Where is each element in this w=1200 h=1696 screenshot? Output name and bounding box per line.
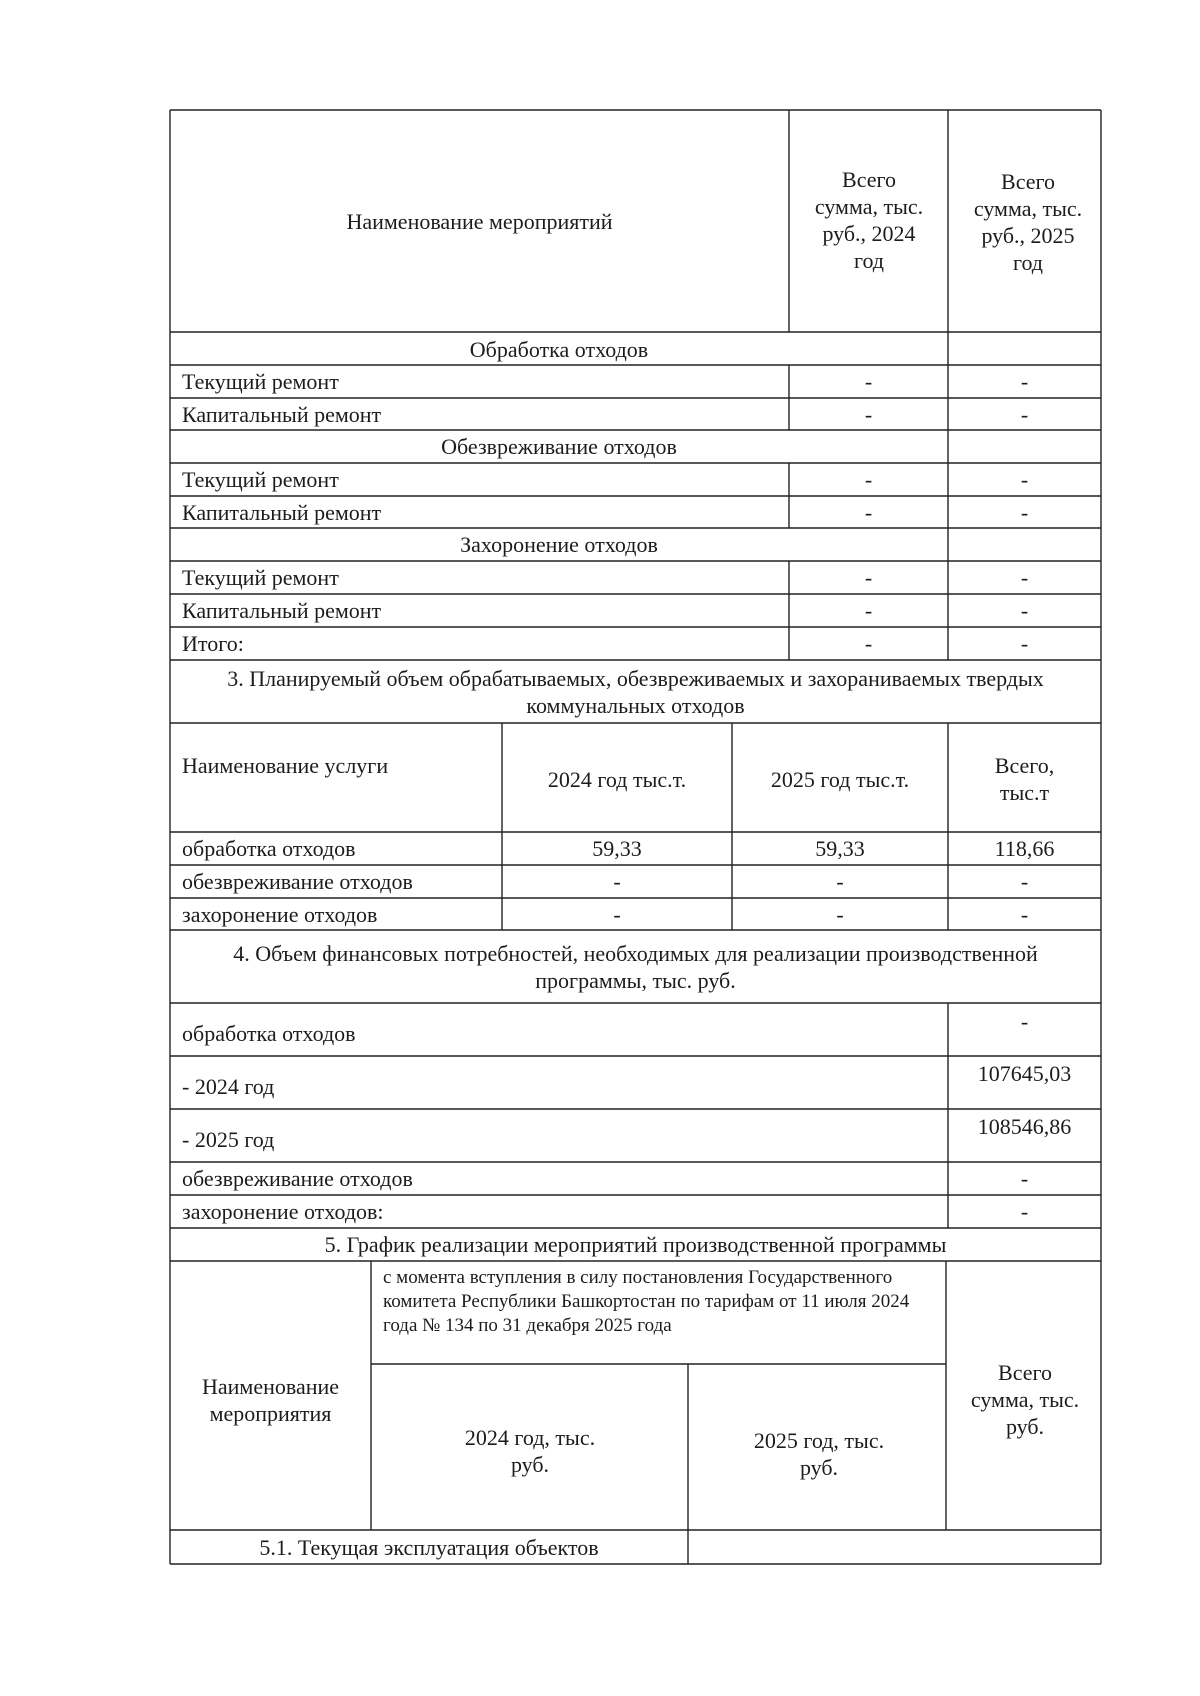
s3-row-2025: 59,33 [815,836,865,861]
row-value-2024: - [864,402,873,427]
row-label: Капитальный ремонт [182,402,382,427]
s3-row-2025: - [836,902,844,927]
header-2025-column: Всего сумма, тыс. руб., 2025 год [973,169,1083,275]
s5-header-2024: 2024 год, тыс. руб. [464,1425,596,1477]
row-value-2025: - [1020,369,1029,394]
row-label: Текущий ремонт [182,369,339,394]
s3-row-2024: - [613,869,621,894]
s5-header-total: Всего сумма, тыс. руб. [970,1360,1080,1439]
s4-row-label: - 2024 год [182,1074,275,1099]
row-value-2024: - [864,467,873,492]
row-value-2025: - [1020,500,1029,525]
row-value-2025: - [1020,402,1029,427]
section-3-title: 3. Планируемый объем обрабатываемых, обезвреживаемых и захораниваемых твердых коммунальных отходов [227,666,1044,718]
s4-row-value: - [1020,1009,1029,1034]
header-name-column: Наименование мероприятий [346,209,613,234]
s3-row-label: захоронение отходов [182,902,378,927]
s3-row-2024: 59,33 [592,836,642,861]
s5-row-label: 5.1. Текущая эксплуатация объектов [259,1535,599,1560]
row-label: Капитальный ремонт [182,500,382,525]
row-label: Капитальный ремонт [182,598,382,623]
header-2024-column: Всего сумма, тыс. руб., 2024 год [814,167,924,273]
s3-row-2025: - [836,869,844,894]
total-label: Итого: [182,631,244,656]
s3-row-total: - [1020,902,1029,927]
section-title-neutralization: Обезвреживание отходов [441,434,677,459]
s4-row-value: 107645,03 [977,1061,1072,1086]
section-5-title: 5. График реализации мероприятий производственной программы [324,1232,947,1257]
s4-row-value: - [1020,1166,1029,1191]
s3-header-2024: 2024 год тыс.т. [547,767,687,792]
s4-row-label: обработка отходов [182,1021,356,1046]
total-value-2024: - [864,631,873,656]
row-label: Текущий ремонт [182,565,339,590]
s4-row-label: - 2025 год [182,1127,275,1152]
s4-row-value: 108546,86 [977,1114,1072,1139]
s3-row-label: обезвреживание отходов [182,869,413,894]
s4-row-label: захоронение отходов: [182,1199,384,1224]
s3-header-2025: 2025 год тыс.т. [770,767,910,792]
s5-header-2025: 2025 год, тыс. руб. [753,1428,885,1480]
s3-row-total: 118,66 [994,836,1055,861]
section-4-title: 4. Объем финансовых потребностей, необходимых для реализации производственной программы, тыс. руб. [233,941,1038,993]
s3-row-2024: - [613,902,621,927]
total-value-2025: - [1020,631,1029,656]
row-value-2025: - [1020,598,1029,623]
s4-row-label: обезвреживание отходов [182,1166,413,1191]
row-value-2024: - [864,500,873,525]
row-value-2024: - [864,369,873,394]
s3-header-total: Всего, тыс.т [994,753,1055,805]
row-value-2024: - [864,598,873,623]
section-title-burial: Захоронение отходов [460,532,658,557]
section-title-processing: Обработка отходов [469,337,649,362]
s5-header-name: Наименование мероприятия [201,1374,340,1426]
row-label: Текущий ремонт [182,467,339,492]
s4-row-value: - [1020,1199,1029,1224]
s3-header-service: Наименование услуги [182,753,389,778]
row-value-2025: - [1020,565,1029,590]
s5-header-period: с момента вступления в силу постановления Государственного комитета Республики Башкортостан по тарифам от 11 июля 2024 года № 134 по 31 декабря 2025 года [383,1267,910,1336]
s3-row-label: обработка отходов [182,836,356,861]
s3-row-total: - [1020,869,1029,894]
row-value-2024: - [864,565,873,590]
row-value-2025: - [1020,467,1029,492]
